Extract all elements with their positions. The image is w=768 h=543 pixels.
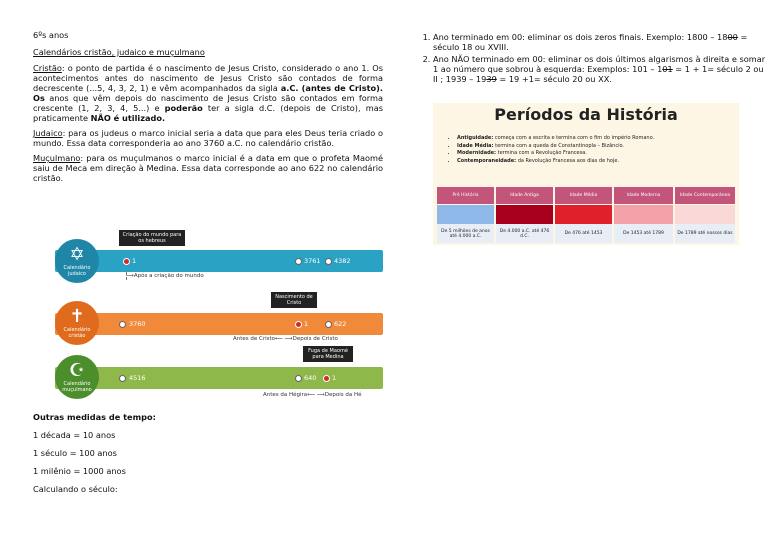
cristao-text-1: : o ponto de partida é o nascimento de Jesus Cristo, considerado o ano 1. Os acontecimentos antes do nascimento de Jesus Cristo são contados de forma decrescente (...5, 4, 3, 2, 1) e vêm acompanhados da sigla (33, 63, 383, 93)
judaico-paragraph (33, 128, 383, 148)
outras-medidas (33, 412, 383, 499)
cristao-label: Cristão (33, 63, 62, 73)
period-footer-3: De 1453 até 1789 (614, 224, 673, 243)
cristao-text-3: ter a sigla d.C. (depois de Cristo), mas praticamente (33, 103, 383, 123)
cristao-bold-1: a.C. (antes de Cristo). (280, 83, 383, 93)
rule-item-1: 1. Ano terminado em 00: eliminar os dois zeros finais. Exemplo: 1800 – 1800 = século 18 ou XVIII. (433, 32, 768, 52)
callout-fuga: Fuga de Maomé para Medina (303, 346, 353, 362)
cristao-circle-label: Calendário cristão (63, 327, 91, 339)
muculmano-dot-1 (323, 375, 330, 382)
cristao-bold-3: poderão (164, 103, 203, 113)
judaico-dot-1 (123, 258, 130, 265)
muculmano-paragraph (33, 153, 383, 183)
seculo-line: 1 século = 100 anos (33, 448, 117, 458)
period-header-4: Idade Contemporânea (675, 187, 735, 204)
periods-of-history-figure (433, 103, 739, 245)
cristao-note: Antes de Cristo⟵ ⟶Depois de Cristo (233, 336, 338, 342)
judaico-dot-3761 (295, 258, 302, 265)
muculmano-dot-640 (295, 375, 302, 382)
judaico-label: Judaico (33, 128, 63, 138)
periods-bullet: • Idade Média: termina com a queda de Constantinopla – Bizâncio. (457, 143, 654, 151)
cristao-bold-4: NÃO é utilizado. (90, 113, 166, 123)
period-header-3: Idade Moderna (614, 187, 673, 204)
cristao-year-1: 1 (304, 320, 309, 328)
period-bar-0 (437, 205, 494, 224)
period-header-1: Idade Antiga (496, 187, 553, 204)
period-bar-4 (675, 205, 735, 224)
period-footer-2: De 476 até 1453 (555, 224, 612, 243)
milenio-line: 1 milênio = 1000 anos (33, 466, 126, 476)
section-heading: Calendários cristão, judaico e muçulmano (33, 47, 205, 57)
star-of-david-icon: ✡ (69, 244, 85, 265)
decada-line: 1 década = 10 anos (33, 430, 116, 440)
period-footer-1: De 4.000 a.C. até 476 d.C. (496, 224, 553, 243)
periods-title: Períodos da História (494, 105, 678, 124)
cristao-dot-1 (295, 321, 302, 328)
muculmano-year-1: 1 (332, 374, 337, 382)
period-bar-3 (614, 205, 673, 224)
judaico-circle (55, 239, 99, 283)
periods-bullet: • Modernidade: termina com a Revolução Francesa. (457, 150, 654, 158)
period-header-0: Pré História (437, 187, 494, 204)
judaico-year-4382: 4382 (334, 257, 351, 265)
cristao-text-2: anos que vêm depois do nascimento de Jesus Cristo são contados em forma crescente (1, 2, 3, 4, 5...) e (33, 93, 383, 113)
judaico-text: : para os judeus o marco inicial seria a data que para eles Deus teria criado o mundo. Essa data corresponderia ao ano 3760 a.C. no calendário cristão. (33, 128, 383, 148)
period-footer-4: De 1789 até nossos dias (675, 224, 735, 243)
grade-label: 6ºs anos (33, 30, 69, 40)
judaico-circle-label: Calendário judaico (63, 265, 91, 277)
cristao-year-622: 622 (334, 320, 347, 328)
muculmano-circle (55, 355, 99, 399)
cristao-year-3760: 3760 (129, 320, 146, 328)
period-bar-2 (555, 205, 612, 224)
outras-title: Outras medidas de tempo: (33, 412, 156, 422)
rule-item-2: 2. Ano NÃO terminado em 00: eliminar os dois últimos algarismos à direita e somar 1 ao número que sobrou à esquerda: Exemplos: 101 – 101 = 1 + 1= século 2 ou II ; 1939 – 1939 = 19 +1= século 20 ou XX. (433, 54, 768, 84)
cristao-dot-622 (325, 321, 332, 328)
muculmano-label: Muçulmano (33, 153, 81, 163)
muculmano-text: : para os muçulmanos o marco inicial é a data em que o profeta Maomé saiu de Meca em direção à Medina. Essa data corresponde ao ano 622 no calendário cristão. (33, 153, 383, 183)
period-header-2: Idade Média (555, 187, 612, 204)
cristao-circle (55, 301, 99, 345)
period-bar-1 (496, 205, 553, 224)
period-footer-0: De 5 milhões de anos até 4.000 a.C. (437, 224, 494, 243)
judaico-year-3761: 3761 (304, 257, 321, 265)
calculando-line: Calculando o século: (33, 484, 118, 494)
muculmano-note: Antes da Hégira⟵ ⟶Depois da Hé (263, 392, 362, 398)
callout-criacao: Criação do mundo para os hebreus (119, 230, 185, 246)
periods-bullets (447, 135, 654, 165)
cristao-paragraph (33, 63, 383, 123)
cristao-dot-3760 (119, 321, 126, 328)
calendars-timeline (33, 228, 383, 412)
periods-bullet: • Contemporaneidade: da Revolução Francesa aos dias de hoje. (457, 158, 654, 166)
left-column (33, 30, 383, 188)
century-rules-list (418, 32, 768, 84)
crescent-star-icon: ☪ (68, 360, 86, 381)
judaico-year-1: 1 (132, 257, 137, 265)
muculmano-dot-4516 (119, 375, 126, 382)
cristao-bold-2: Os (33, 93, 45, 103)
judaico-note: ⟶Após a criação do mundo (126, 273, 204, 279)
muculmano-year-640: 640 (304, 374, 317, 382)
periods-bullet: • Antiguidade: começa com a escrita e termina com o fim do império Romano. (457, 135, 654, 143)
judaico-dot-4382 (325, 258, 332, 265)
right-column (418, 32, 768, 86)
muculmano-circle-label: Calendário muçulmano (62, 381, 92, 393)
muculmano-year-4516: 4516 (129, 374, 146, 382)
cross-icon: ✝ (69, 306, 85, 327)
callout-nascimento: Nascimento de Cristo (271, 292, 317, 308)
